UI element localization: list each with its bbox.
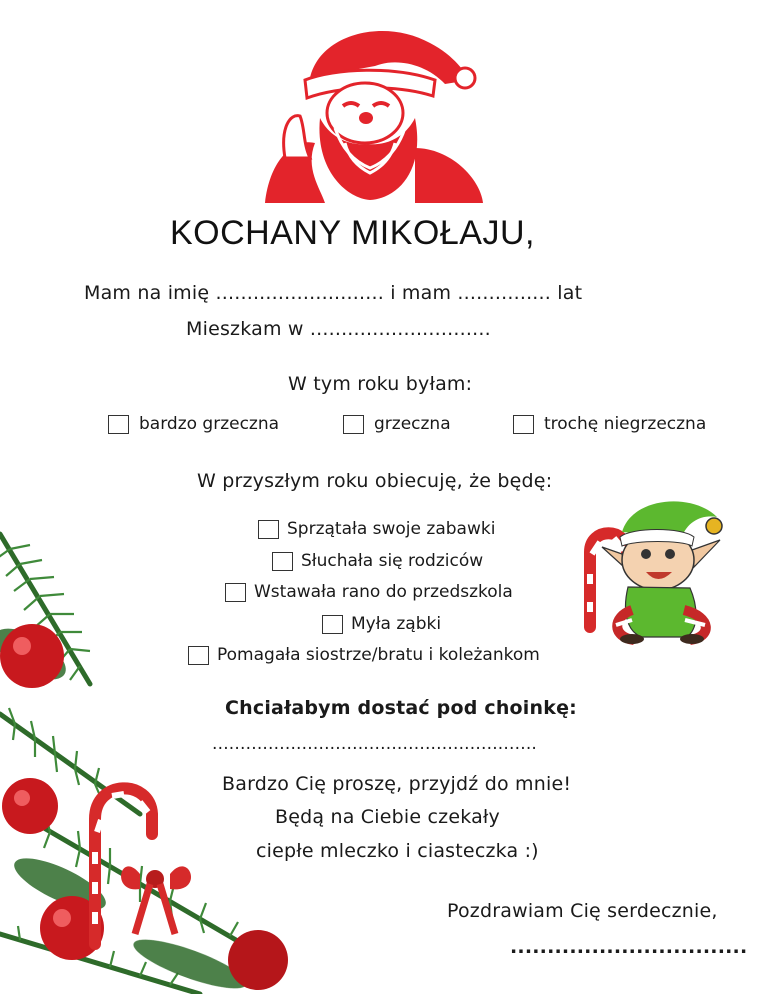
option-label: trochę niegrzeczna bbox=[544, 414, 707, 434]
promise-question: W przyszłym roku obiecuję, że będę: bbox=[197, 470, 553, 492]
closing-line-2: Będą na Ciebie czekały bbox=[275, 806, 500, 828]
closing-line-3: ciepłe mleczko i ciasteczka :) bbox=[256, 840, 539, 862]
city-line: Mieszkam w ............................. bbox=[186, 318, 491, 340]
promise-label: Sprzątała swoje zabawki bbox=[287, 519, 496, 539]
option-label: grzeczna bbox=[374, 414, 451, 434]
checkbox[interactable] bbox=[108, 415, 129, 434]
option-label: bardzo grzeczna bbox=[139, 414, 280, 434]
wish-blank: .......................................................... bbox=[212, 734, 538, 754]
signoff-greeting: Pozdrawiam Cię serdecznie, bbox=[447, 900, 718, 922]
promise-item[interactable] bbox=[322, 614, 441, 634]
behavior-option-little-naughty[interactable] bbox=[513, 414, 706, 434]
christmas-branch-decoration bbox=[0, 514, 330, 994]
santa-illustration bbox=[265, 18, 485, 203]
elf-illustration bbox=[572, 492, 732, 642]
promise-label: Słuchała się rodziców bbox=[301, 551, 484, 571]
behavior-option-very-good[interactable] bbox=[108, 414, 279, 434]
closing-line-1: Bardzo Cię proszę, przyjdź do mnie! bbox=[222, 773, 572, 795]
page-title: KOCHANY MIKOŁAJU, bbox=[170, 214, 535, 252]
checkbox[interactable] bbox=[513, 415, 534, 434]
promise-label: Pomagała siostrze/bratu i koleżankom bbox=[217, 645, 540, 665]
promise-label: Myła ząbki bbox=[351, 614, 442, 634]
behavior-option-good[interactable] bbox=[343, 414, 451, 434]
name-age-line: Mam na imię ........................... i mam ............... lat bbox=[84, 282, 583, 304]
signature-blank: ................................ bbox=[510, 936, 748, 958]
checkbox[interactable] bbox=[343, 415, 364, 434]
promise-label: Wstawała rano do przedszkola bbox=[254, 582, 513, 602]
behavior-question: W tym roku byłam: bbox=[288, 373, 473, 395]
wish-question: Chciałabym dostać pod choinkę: bbox=[225, 697, 577, 719]
